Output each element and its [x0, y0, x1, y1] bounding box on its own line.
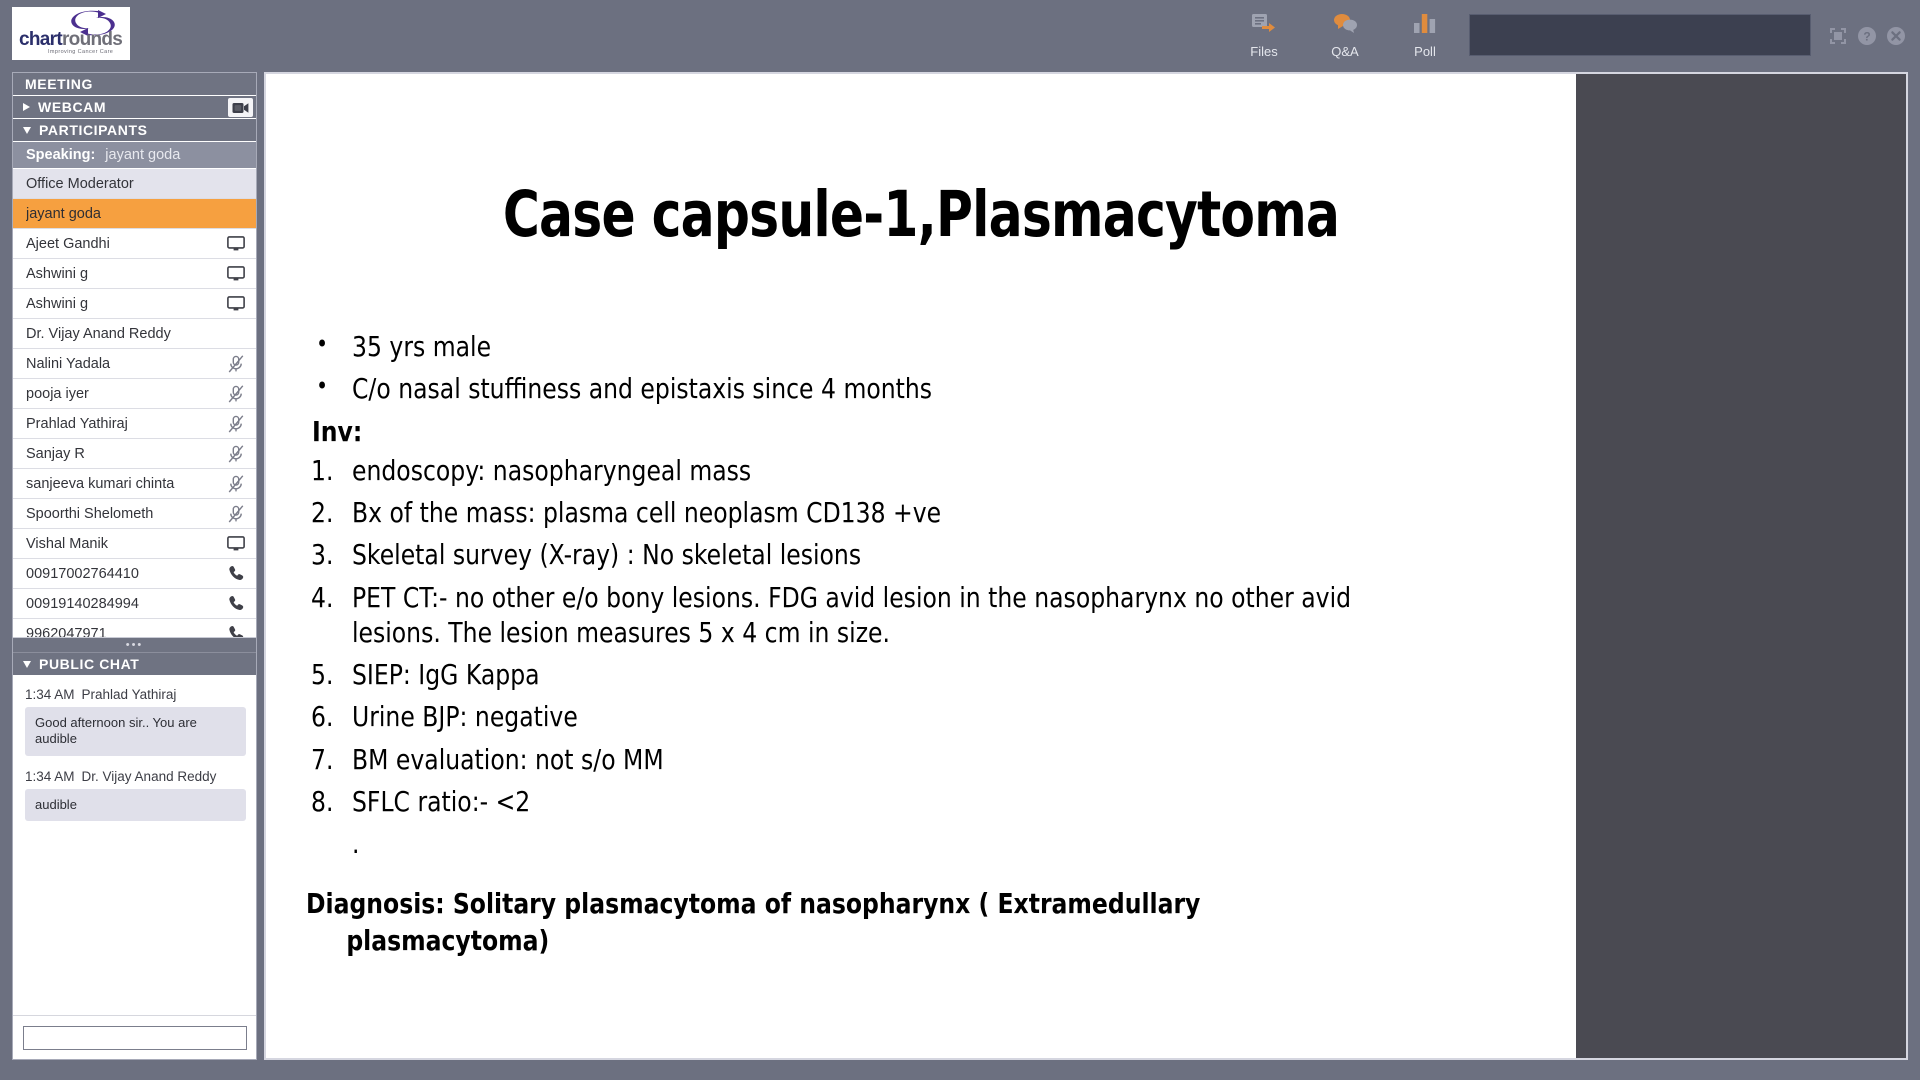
slide-line-text: endoscopy: nasopharyngeal mass [352, 453, 752, 487]
toolbar-poll-label: Poll [1414, 44, 1436, 59]
participant-row[interactable] [13, 589, 256, 619]
slide-line [306, 784, 1546, 819]
slide-line-text: SIEP: IgG Kappa [352, 658, 540, 692]
participant-row[interactable] [13, 619, 256, 637]
slide-line [306, 657, 1546, 692]
slide-line [306, 495, 1546, 530]
participant-list[interactable] [13, 169, 256, 637]
slide-line-text: 35 yrs male [352, 330, 492, 363]
participants-panel-title: PARTICIPANTS [39, 122, 148, 138]
speaking-label: Speaking: [26, 147, 96, 163]
slide-line-marker: 2. [311, 496, 334, 530]
participant-row[interactable] [13, 289, 256, 319]
participant-row[interactable] [13, 439, 256, 469]
slide-line-marker: 7. [311, 742, 334, 776]
slide-line [306, 537, 1546, 572]
participant-row[interactable] [13, 349, 256, 379]
logo-word-rounds: rounds [61, 29, 123, 50]
close-icon[interactable] [1884, 24, 1908, 48]
toolbar-qa-label: Q&A [1331, 44, 1359, 59]
participant-row[interactable] [13, 199, 256, 229]
left-sidebar [12, 72, 257, 1060]
presentation-stage [264, 72, 1908, 1060]
slide-line-text: Inv: [312, 414, 363, 448]
mic-muted-icon [226, 504, 246, 524]
participant-name: Ashwini g [26, 295, 89, 312]
toolbar-poll-button[interactable] [1383, 8, 1467, 62]
participant-name: jayant goda [26, 205, 101, 222]
slide-line-marker: 5. [311, 658, 334, 692]
speaking-indicator [13, 142, 256, 169]
participant-name: 00917002764410 [26, 565, 139, 582]
slide-title: Case capsule-1,Plasmacytoma [502, 178, 1340, 251]
participant-row[interactable] [13, 379, 256, 409]
participant-no-icon [226, 324, 246, 344]
participant-row[interactable] [13, 319, 256, 349]
phone-icon [226, 624, 246, 638]
public-chat-panel-title: PUBLIC CHAT [39, 656, 140, 672]
participant-row[interactable] [13, 409, 256, 439]
slide-line-marker: 6. [311, 700, 334, 734]
webcam-panel-header[interactable] [13, 96, 256, 119]
chartrounds-logo[interactable] [12, 7, 130, 60]
slide-line-text: C/o nasal stuffiness and epistaxis since 4 months [352, 372, 933, 406]
chevron-right-icon [23, 103, 30, 111]
monitor-icon [226, 294, 246, 314]
chevron-down-icon [23, 127, 31, 134]
slide-line-text: SFLC ratio:- <2 [352, 784, 531, 818]
chat-message-list[interactable] [13, 676, 256, 996]
participant-name: 00919140284994 [26, 595, 139, 612]
participant-name: Prahlad Yathiraj [26, 415, 128, 432]
expand-icon[interactable] [1826, 24, 1850, 48]
participant-row[interactable] [13, 169, 256, 199]
slide-line-text: PET CT:- no other e/o bony lesions. FDG avid lesion in the nasopharynx no other avid lesions. The lesion measures 5 x 4 cm in size. [352, 580, 1359, 649]
slide-line-marker: 1. [311, 453, 334, 487]
slide-line-text: . [352, 827, 360, 861]
slide-line-marker: • [316, 372, 328, 401]
slide-canvas[interactable] [266, 74, 1576, 1058]
speaking-name: jayant goda [105, 147, 181, 163]
chat-input-container [13, 1015, 256, 1059]
toolbar-qa-button[interactable] [1303, 8, 1387, 62]
mic-muted-icon [226, 444, 246, 464]
chat-input[interactable] [23, 1026, 247, 1050]
chat-timestamp: 1:34 AM [25, 768, 75, 784]
participant-name: Ashwini g [26, 265, 89, 282]
phone-icon [226, 564, 246, 584]
public-chat-panel-header[interactable] [13, 653, 256, 676]
logo-wordmark [19, 30, 122, 49]
slide-line [306, 699, 1546, 734]
participant-name: Spoorthi Shelometh [26, 505, 154, 522]
panel-splitter-handle[interactable]: ••• [13, 637, 256, 653]
participant-name: 9962047971 [26, 625, 107, 637]
mic-muted-icon [226, 354, 246, 374]
monitor-icon [226, 234, 246, 254]
slide-line-text: Urine BJP: negative [352, 700, 578, 734]
chat-message-meta [13, 680, 256, 705]
toolbar-files-label: Files [1250, 44, 1278, 59]
participant-name: Dr. Vijay Anand Reddy [26, 325, 171, 342]
participant-name: Ajeet Gandhi [26, 235, 110, 252]
participant-name: Nalini Yadala [26, 355, 111, 372]
slide-line [306, 329, 1546, 364]
participants-panel-header[interactable] [13, 119, 256, 142]
monitor-icon [226, 264, 246, 284]
slide-line [306, 414, 1546, 449]
chat-message-bubble: audible [25, 789, 246, 821]
slide-line-marker: 8. [311, 784, 334, 818]
slide-line-marker: 4. [311, 580, 334, 614]
slide-line-text: Skeletal survey (X-ray) : No skeletal lesions [352, 538, 862, 572]
slide-body-list [306, 329, 1546, 868]
participant-name: Vishal Manik [26, 535, 108, 552]
slide-line [306, 580, 1546, 651]
diagnosis-line-1: Diagnosis: Solitary plasmacytoma of nasopharynx ( Extramedullary [306, 887, 1201, 920]
webcam-panel-title: WEBCAM [38, 99, 107, 115]
diagnosis-line-2: plasmacytoma) [346, 923, 550, 957]
participant-no-icon [226, 204, 246, 224]
slide-line-text: BM evaluation: not s/o MM [352, 742, 664, 776]
participant-no-icon [226, 174, 246, 194]
participant-row[interactable] [13, 529, 256, 559]
slide-line [306, 826, 1546, 861]
slide-line-marker: 3. [311, 538, 334, 572]
mic-muted-icon [226, 414, 246, 434]
slide-line-text: Bx of the mass: plasma cell neoplasm CD138 +ve [352, 496, 942, 530]
slide-line [306, 453, 1546, 488]
chevron-down-icon [23, 661, 31, 668]
mic-muted-icon [226, 474, 246, 494]
top-header-bar [0, 0, 1920, 70]
files-share-icon [1244, 8, 1284, 38]
participant-row[interactable] [13, 499, 256, 529]
chat-author: Dr. Vijay Anand Reddy [81, 768, 217, 784]
meeting-panel-title: MEETING [25, 76, 93, 92]
svg-text:?: ? [1863, 29, 1871, 44]
chat-author: Prahlad Yathiraj [81, 687, 177, 702]
video-camera-icon[interactable] [228, 98, 253, 117]
monitor-icon [226, 534, 246, 554]
logo-tagline: Improving Cancer Care [48, 49, 114, 55]
slide-line [306, 742, 1546, 777]
speech-bubbles-icon [1325, 8, 1365, 38]
participant-name: Sanjay R [26, 445, 85, 462]
slide-line-marker: • [316, 330, 328, 358]
participant-name: Office Moderator [26, 175, 134, 192]
participant-row[interactable] [13, 469, 256, 499]
phone-icon [226, 594, 246, 614]
mic-muted-icon [226, 384, 246, 404]
bar-chart-icon [1405, 8, 1445, 38]
logo-word-chart: chart [19, 29, 62, 50]
chat-message-meta [13, 762, 256, 787]
meeting-panel-header[interactable] [13, 73, 256, 96]
help-icon[interactable] [1855, 24, 1879, 48]
participant-row[interactable] [13, 559, 256, 589]
toolbar-files-button[interactable] [1222, 8, 1306, 62]
participant-name: sanjeeva kumari chinta [26, 475, 175, 492]
participant-row[interactable] [13, 259, 256, 289]
status-display-field[interactable] [1469, 14, 1811, 56]
slide-line [306, 371, 1546, 406]
participant-row[interactable] [13, 229, 256, 259]
chat-timestamp: 1:34 AM [25, 687, 75, 702]
slide-diagnosis [306, 886, 1348, 960]
participant-name: pooja iyer [26, 385, 89, 402]
chat-message-bubble: Good afternoon sir.. You are audible [25, 707, 246, 756]
